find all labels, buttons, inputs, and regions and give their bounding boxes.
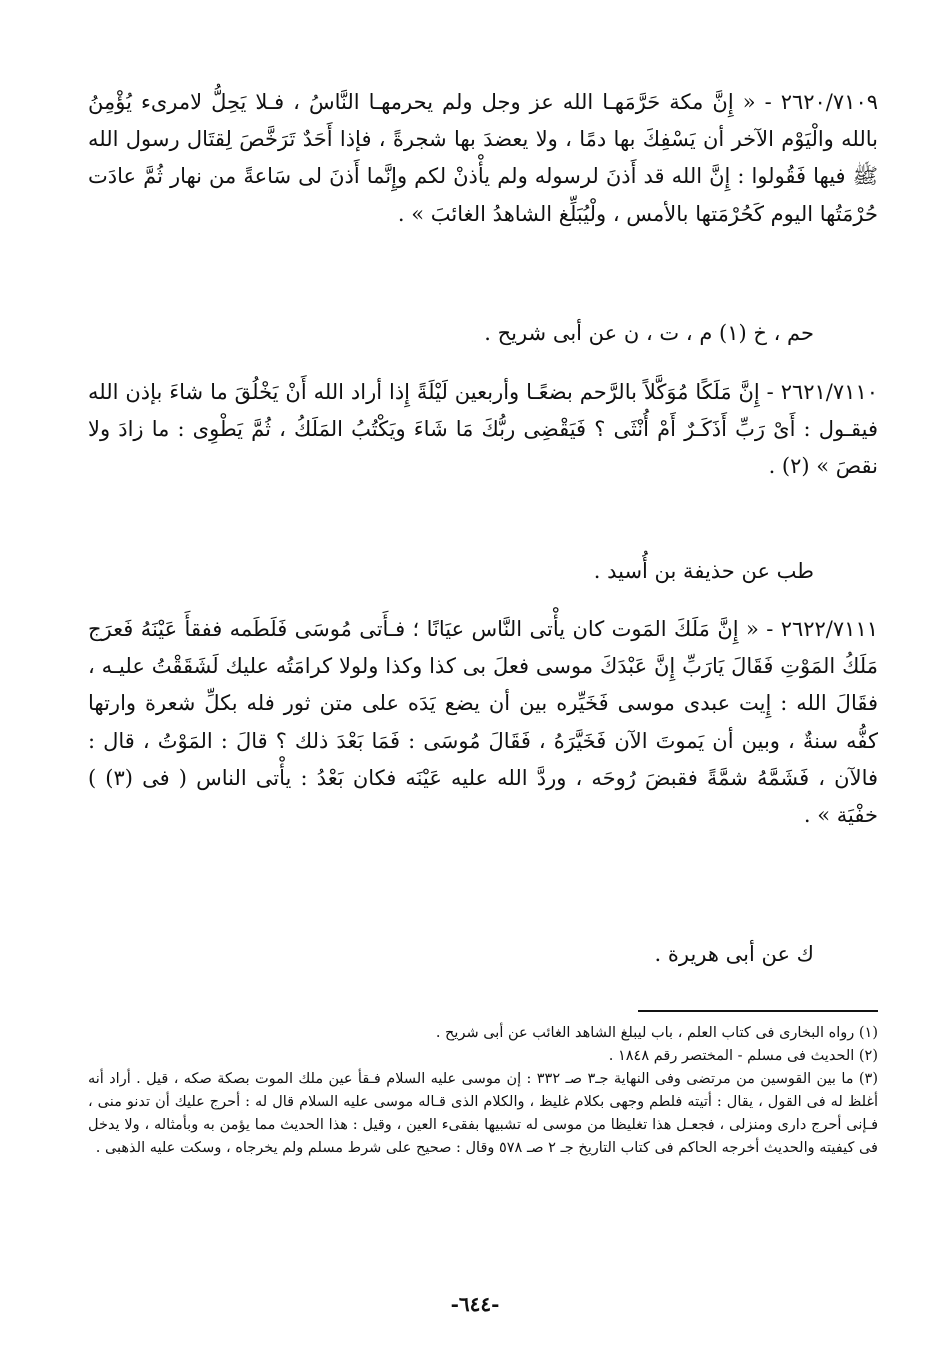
page-number: -٦٤٤- — [450, 1292, 500, 1316]
hadith-source: ك عن أبى هريرة . — [654, 942, 814, 966]
footnote: (٣) ما بين القوسين من مرتضى وفى النهاية جـ٣ صـ ٣٣٢ : إن موسى عليه السلام فـقأ عين ملك الموت بصكة صكه ، قيل . أراد أنه أغلظ له فى القول ، يقال : أتيته فلطم وجهى بكلام غليظ ، والكلام الذى قـاله موسى عليه السلام قال له : أحرج عليك أن تدنو منى ، فـإنى أحرج دارى ومنزلى ، فجعـل هذا تغليظا من موسى له تشبيها بفقىء العين ، وقيل : هذا الحديث مما يؤمن به وبأمثاله ، ولا يدخل فى كيفيته والحديث أخرجه الحاكم فى كتاب التاريخ جـ ٢ صـ ٥٧٨ وقال : صحيح على شرط مسلم ولم يخرجاه ، وسكت عليه الذهبى . — [88, 1071, 879, 1156]
hadith-source: طب عن حذيفة بن أُسيد . — [593, 559, 814, 583]
hadith-paragraph: ٢٦٢٠/٧١٠٩ - « إِنَّ مكة حَرَّمَهـا الله عز وجل ولم يحرمهـا النَّاسُ ، فـلا يَحِلُّ لامرىء يُؤْمِنُ بالله والْيَوْم الآخر أن يَسْفِكَ بها دمًا ، ولا يعضدَ بها شجرةً ، فإذا أَحَدٌ تَرَخَّصَ لِقتَال رسول الله ﷺ فيها فَقُولوا : إِنَّ الله قد أَذنَ لرسوله ولم يأْذنْ لكم وإِنَّما أَذنَ لى سَاعةً من نهار ثُمَّ عادَت حُرْمَتُها اليوم كَحُرْمَتها بالأمس ، ولْيُبَلِّغ الشاهدُ الغائبَ » . — [88, 90, 878, 226]
footnotes — [88, 1022, 878, 1160]
footnote: (٢) الحديث فى مسلم - المختصر رقم ١٨٤٨ . — [608, 1048, 878, 1064]
hadith-paragraph: ٢٦٢١/٧١١٠ - إِنَّ مَلَكًا مُوَكَّلاً بالرَّحم بضعًـا وأربعين لَيْلَةً إِذا أراد الله أَنْ يَخْلُقَ ما شاءَ بإذن الله فيقـول : أَىْ رَبِّ أَذَكَـرٌ أَمْ أُنْثَى ؟ فَيَقْضِى ربُّكَ مَا شَاءَ ويَكْتُبُ المَلَكُ ، ثُمَّ يَطْوِى : ما زادَ ولا نقصَ » (٢) . — [88, 380, 878, 479]
footnote: (١) رواه البخارى فى كتاب العلم ، باب ليبلغ الشاهد الغائب عن أبى شريح . — [435, 1025, 878, 1041]
footnote-divider — [638, 1010, 878, 1012]
hadith-source: حم ، خ (١) م ، ت ، ن عن أبى شريح . — [484, 321, 814, 345]
hadith-paragraph: ٢٦٢٢/٧١١١ - « إِنَّ مَلَكَ المَوت كان يأْتى النَّاس عيَانًا ؛ فـأَتى مُوسَى فَلَطَمه ففقأَ عَيْنَهُ فَعرَج مَلَكُ المَوْتِ فَقَالَ يَارَبِّ إِنَّ عَبْدَكَ موسى فعلَ بى كذا وكذا ولولا كرامَتُه عليك لَشَقَقْتُ عليـه ، فقَالَ الله : إِيت عبدى موسى فَخَيِّره بين أن يضع يَدَه على متن ثور فله بكلِّ شعرة وارتها كفُّه سنةٌ ، وبين أن يَموتَ الآن فَخَيَّرَهُ ، فَقَالَ مُوسَى : فَمَا بَعْدَ ذلك ؟ قالَ : المَوْتُ ، قال : فالآن ، فَشَمَّهُ شمَّةً فقبضَ رُوحَه ، وردَّ الله عليه عَيْنَه فكان بَعْدُ : يأْتى الناس ( فى (٣) ) خفْيَة » . — [88, 617, 879, 828]
